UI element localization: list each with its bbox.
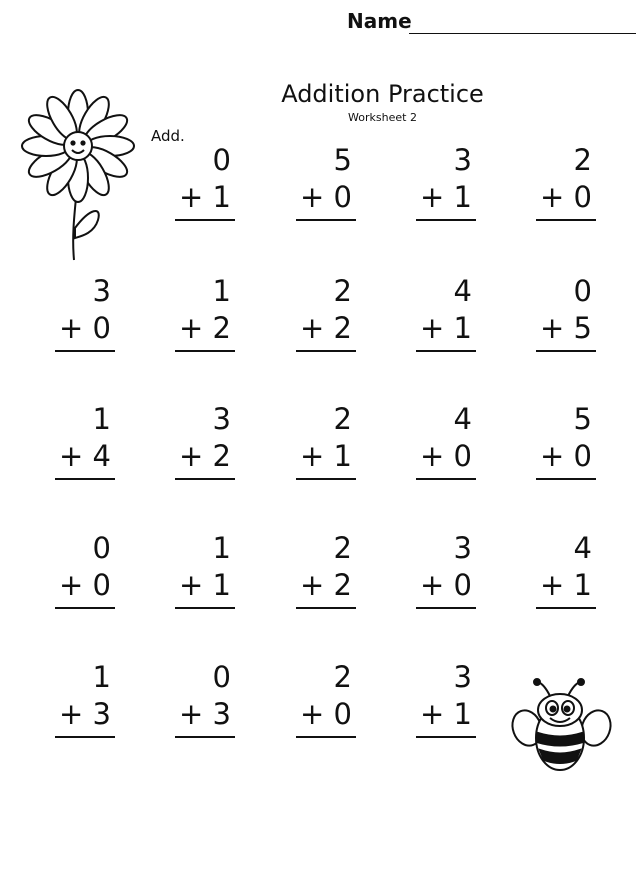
answer-line[interactable] <box>416 736 476 738</box>
answer-line[interactable] <box>175 219 235 221</box>
addend-top: 2 <box>573 143 592 177</box>
addend-bottom: + 0 <box>540 180 592 214</box>
addition-problem <box>55 662 115 732</box>
answer-line[interactable] <box>55 350 115 352</box>
answer-line[interactable] <box>55 736 115 738</box>
answer-line[interactable] <box>175 607 235 609</box>
addend-top: 3 <box>453 143 472 177</box>
addition-problem <box>175 662 235 732</box>
answer-line[interactable] <box>416 607 476 609</box>
addend-top: 1 <box>212 274 231 308</box>
addition-problem <box>175 276 235 346</box>
addition-problem <box>416 145 476 215</box>
addend-bottom: + 0 <box>420 568 472 602</box>
addend-top: 3 <box>212 402 231 436</box>
addend-bottom: + 2 <box>179 311 231 345</box>
addend-bottom: + 1 <box>179 180 231 214</box>
addition-problem <box>536 145 596 215</box>
answer-line[interactable] <box>175 478 235 480</box>
addition-problem <box>296 276 356 346</box>
answer-line[interactable] <box>536 219 596 221</box>
addend-top: 4 <box>453 402 472 436</box>
answer-line[interactable] <box>296 219 356 221</box>
addend-top: 5 <box>573 402 592 436</box>
addition-problem <box>296 533 356 603</box>
addend-bottom: + 5 <box>540 311 592 345</box>
addition-problem <box>296 662 356 732</box>
addition-problem <box>55 276 115 346</box>
addend-top: 0 <box>573 274 592 308</box>
addition-problem <box>536 404 596 474</box>
addend-top: 2 <box>333 402 352 436</box>
addend-top: 0 <box>212 143 231 177</box>
addend-top: 1 <box>92 660 111 694</box>
addition-problem <box>55 404 115 474</box>
addend-bottom: + 1 <box>420 697 472 731</box>
name-write-line[interactable] <box>409 33 636 34</box>
addition-problem <box>175 533 235 603</box>
answer-line[interactable] <box>55 478 115 480</box>
addend-bottom: + 0 <box>420 439 472 473</box>
addend-top: 0 <box>212 660 231 694</box>
addition-problem <box>175 145 235 215</box>
answer-line[interactable] <box>296 478 356 480</box>
addend-top: 2 <box>333 531 352 565</box>
addend-top: 4 <box>453 274 472 308</box>
answer-line[interactable] <box>416 219 476 221</box>
addend-top: 2 <box>333 274 352 308</box>
addition-problem <box>55 533 115 603</box>
answer-line[interactable] <box>536 350 596 352</box>
addend-bottom: + 0 <box>300 697 352 731</box>
addition-problem <box>536 533 596 603</box>
addend-top: 2 <box>333 660 352 694</box>
addition-problem <box>296 145 356 215</box>
answer-line[interactable] <box>416 350 476 352</box>
worksheet-subtitle: Worksheet 2 <box>348 111 417 124</box>
name-label: Name <box>347 9 412 33</box>
addend-bottom: + 4 <box>59 439 111 473</box>
addend-top: 0 <box>92 531 111 565</box>
addend-bottom: + 2 <box>300 568 352 602</box>
instruction-text: Add. <box>151 127 185 145</box>
addition-problem <box>416 404 476 474</box>
addend-top: 3 <box>92 274 111 308</box>
answer-line[interactable] <box>296 607 356 609</box>
addend-bottom: + 0 <box>540 439 592 473</box>
addend-top: 5 <box>333 143 352 177</box>
answer-line[interactable] <box>175 736 235 738</box>
addend-bottom: + 1 <box>420 180 472 214</box>
worksheet-title: Addition Practice <box>281 80 484 108</box>
answer-line[interactable] <box>416 478 476 480</box>
addend-top: 1 <box>212 531 231 565</box>
flower-icon <box>20 88 140 268</box>
answer-line[interactable] <box>536 607 596 609</box>
answer-line[interactable] <box>296 350 356 352</box>
addend-top: 1 <box>92 402 111 436</box>
addend-bottom: + 1 <box>300 439 352 473</box>
addend-top: 3 <box>453 660 472 694</box>
answer-line[interactable] <box>55 607 115 609</box>
answer-line[interactable] <box>175 350 235 352</box>
addition-problem <box>416 533 476 603</box>
addition-problem <box>416 662 476 732</box>
addend-bottom: + 0 <box>300 180 352 214</box>
addend-bottom: + 1 <box>420 311 472 345</box>
addend-bottom: + 2 <box>179 439 231 473</box>
answer-line[interactable] <box>536 478 596 480</box>
addend-bottom: + 1 <box>179 568 231 602</box>
addend-bottom: + 3 <box>179 697 231 731</box>
addend-bottom: + 0 <box>59 311 111 345</box>
addend-bottom: + 1 <box>540 568 592 602</box>
addend-top: 4 <box>573 531 592 565</box>
addition-problem <box>536 276 596 346</box>
addend-bottom: + 3 <box>59 697 111 731</box>
bee-icon <box>510 678 615 778</box>
answer-line[interactable] <box>296 736 356 738</box>
addition-problem <box>175 404 235 474</box>
addend-bottom: + 0 <box>59 568 111 602</box>
addend-top: 3 <box>453 531 472 565</box>
addition-problem <box>416 276 476 346</box>
addend-bottom: + 2 <box>300 311 352 345</box>
addition-problem <box>296 404 356 474</box>
name-field[interactable] <box>347 9 636 39</box>
